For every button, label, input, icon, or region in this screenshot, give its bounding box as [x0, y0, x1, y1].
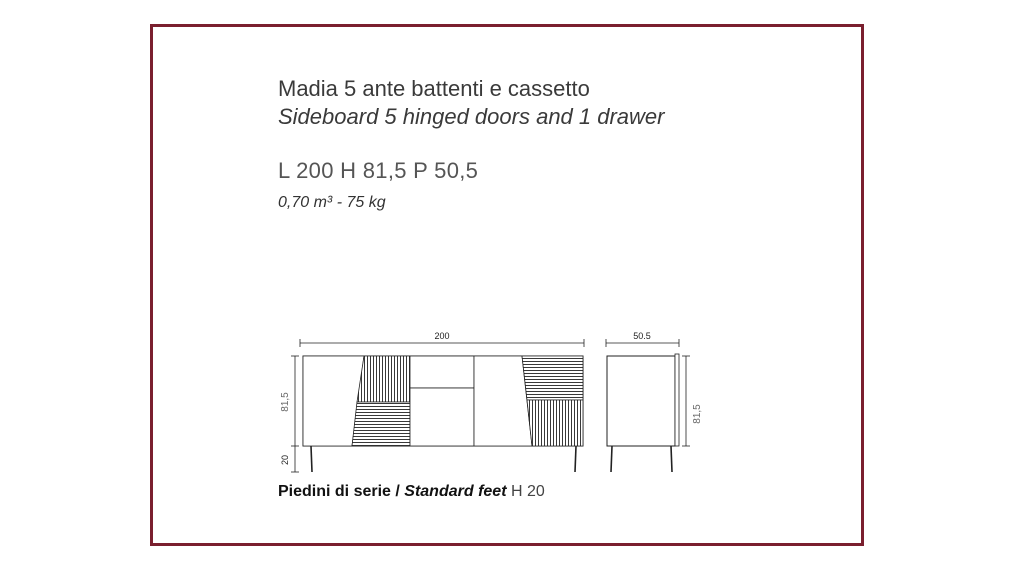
dimensions-text: L 200 H 81,5 P 50,5: [278, 158, 479, 183]
front-elevation: [303, 356, 583, 472]
side-height-label: 81,5: [692, 404, 703, 424]
standard-feet-note: [278, 483, 545, 501]
width-label: 200: [434, 331, 450, 341]
depth-dimension: [606, 331, 679, 347]
front-height-dimension: [280, 356, 299, 472]
feet-note-italian: Piedini di serie /: [278, 483, 400, 500]
width-dimension: [300, 331, 584, 347]
feet-note-english: Standard feet: [404, 483, 507, 500]
title-italian: Madia 5 ante battenti e cassetto: [278, 76, 590, 101]
feet-height-label: 20: [280, 454, 290, 466]
feet-note-height: H 20: [510, 483, 545, 500]
title-english: Sideboard 5 hinged doors and 1 drawer: [278, 104, 665, 129]
volume-weight-text: 0,70 m³ - 75 kg: [278, 194, 386, 211]
front-height-label: 81,5: [280, 392, 291, 412]
side-elevation: [607, 354, 679, 472]
depth-label: 50.5: [633, 331, 651, 341]
side-height-dimension: [682, 356, 703, 446]
